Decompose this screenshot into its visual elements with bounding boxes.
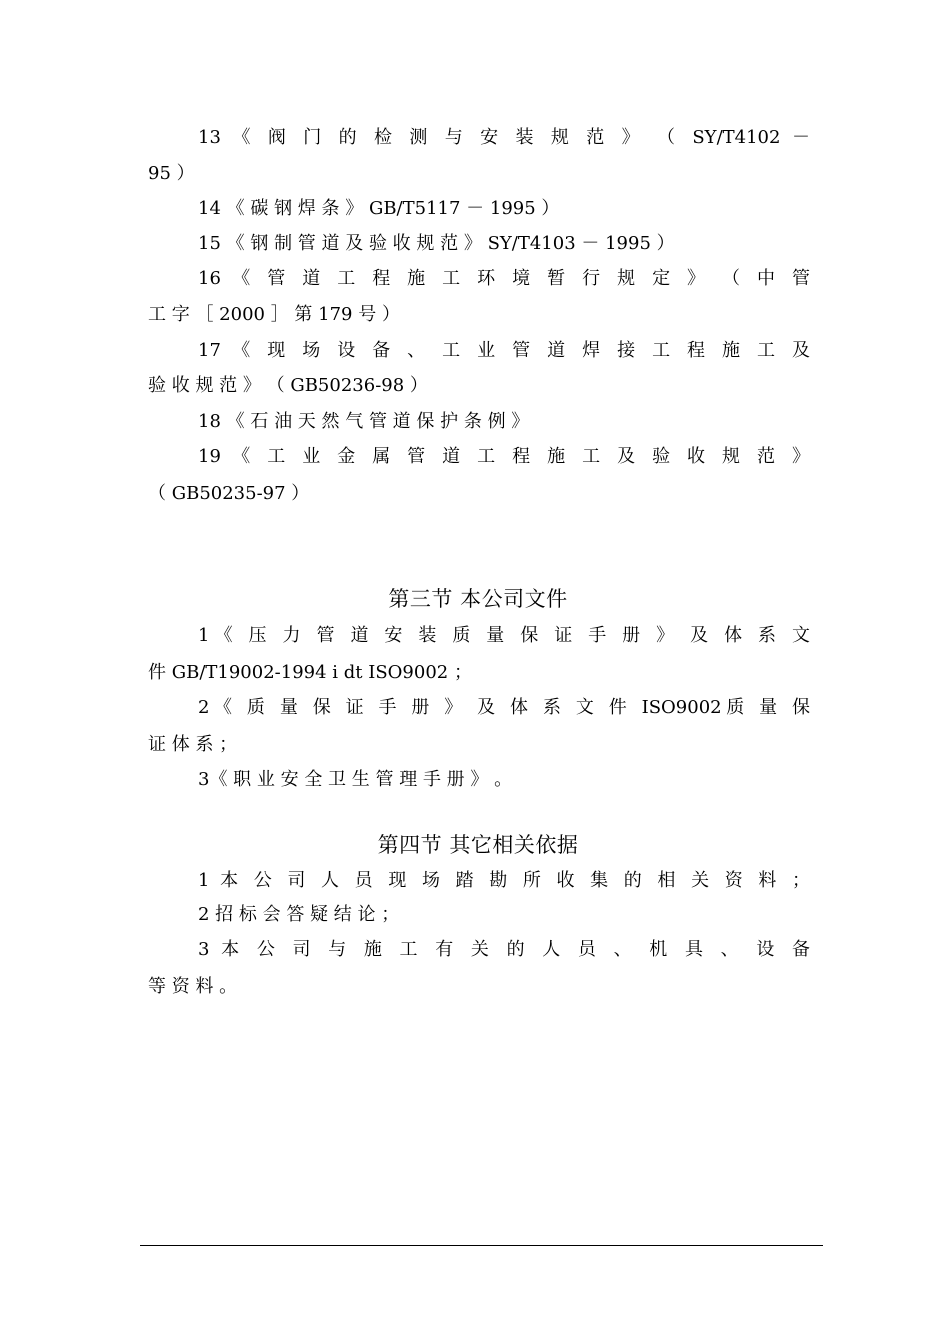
- footer-divider: [140, 1245, 823, 1246]
- company-doc-item-1: 1《 压 力 管 道 安 装 质 量 保 证 手 册 》 及 体 系 文: [198, 625, 810, 646]
- other-basis-item-3: 3 本 公 司 与 施 工 有 关 的 人 员 、 机 具 、 设 备: [198, 939, 810, 960]
- company-doc-item-2-cont: 证 体 系 ；: [148, 734, 238, 755]
- standard-item-16: 16 《 管 道 工 程 施 工 环 境 暂 行 规 定 》 （ 中 管: [198, 268, 810, 289]
- standard-item-17-cont: 验 收 规 范 》 （ GB50236-98 ）: [148, 375, 428, 396]
- other-basis-item-1: 1 本 公 司 人 员 现 场 踏 勘 所 收 集 的 相 关 资 料 ；: [198, 870, 810, 891]
- other-basis-item-3-cont: 等 资 料 。: [148, 976, 238, 997]
- standard-item-13: 13 《 阀 门 的 检 测 与 安 装 规 范 》 （ SY/T4102 －: [198, 127, 810, 148]
- standard-item-17: 17 《 现 场 设 备 、 工 业 管 道 焊 接 工 程 施 工 及: [198, 340, 810, 361]
- company-doc-item-2: 2《 质 量 保 证 手 册 》 及 体 系 文 件 ISO9002质 量 保: [198, 697, 810, 718]
- standard-item-14: 14 《 碳 钢 焊 条 》 GB/T5117 － 1995 ）: [198, 198, 560, 219]
- other-basis-item-2: 2 招 标 会 答 疑 结 论 ；: [198, 904, 400, 925]
- standard-item-16-cont: 工 字 ［ 2000 ］ 第 179 号 ）: [148, 304, 400, 325]
- company-doc-item-1-cont: 件 GB/T19002-1994 i dt ISO9002 ；: [148, 662, 472, 683]
- company-doc-item-3: 3《 职 业 安 全 卫 生 管 理 手 册 》 。: [198, 769, 513, 790]
- standard-item-18: 18 《 石 油 天 然 气 管 道 保 护 条 例 》: [198, 411, 530, 432]
- standard-item-19-cont: （ GB50235-97 ）: [148, 483, 310, 504]
- standard-item-15: 15 《 钢 制 管 道 及 验 收 规 范 》 SY/T4103 － 1995 ）: [198, 233, 675, 254]
- section-heading-company-documents: 第三节 本公司文件: [388, 587, 568, 611]
- standard-item-13-cont: 95 ）: [148, 163, 195, 184]
- section-heading-other-basis: 第四节 其它相关依据: [377, 833, 579, 857]
- standard-item-19: 19 《 工 业 金 属 管 道 工 程 施 工 及 验 收 规 范 》: [198, 446, 810, 467]
